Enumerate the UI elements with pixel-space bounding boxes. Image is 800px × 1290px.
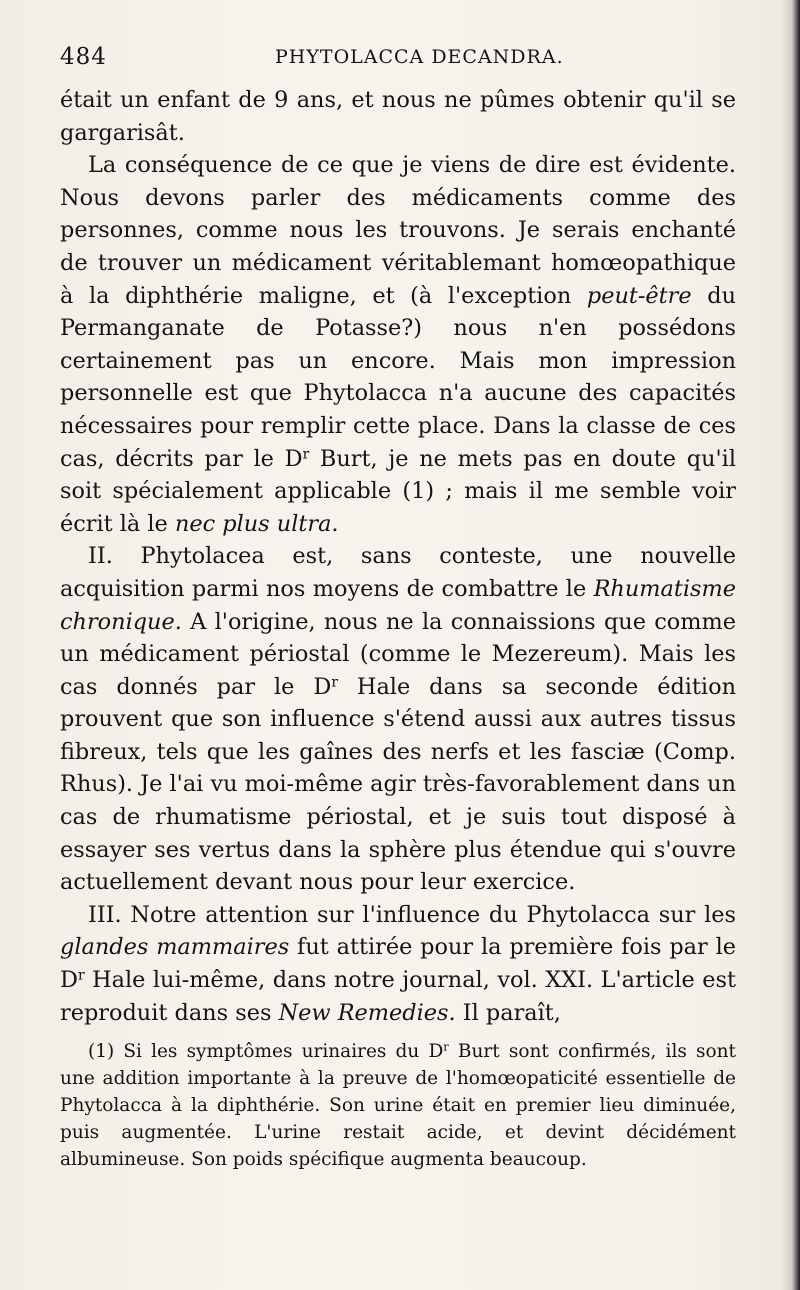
paragraph-text: Hale lui-même, dans notre journal, vol. XXI. L'article est reproduit dans ses [60,967,736,1026]
italic-text: New Remedies. [278,999,456,1026]
paragraph-section-3 [60,899,736,1029]
paragraph-text: fut attirée pour la première fois par le D [60,934,736,994]
page-number: 484 [60,44,107,70]
page-edge-shadow [782,0,800,1290]
paragraph-text: Il paraît, [455,999,561,1026]
paragraph-text: II. Phytolacea est, sans conteste, une nouvelle acquisition parmi nos moyens de combattre le [60,543,736,602]
superscript: r [331,674,338,691]
paragraph-text: était un enfant de 9 ans, et nous ne pûmes obtenir qu'il se gargarisât. [60,87,736,146]
paragraph-text: Hale dans sa seconde édition prouvent que son influence s'étend aussi aux autres tissus fibreux, tels que les gaînes des nerfs et les fasciæ (Comp. Rhus). Je l'ai vu moi-même agir très-favorablement dans un cas de rhumatisme périostal, et je suis tout disposé à essayer ses vertus dans la sphère plus étendue qui s'ouvre actuellement devant nous pour leur exercice. [60,673,736,896]
paragraph-text: A l'origine, nous ne la connaissions que comme un médicament périostal (comme le Mezereum). Mais les cas donnés par le D [60,608,736,700]
paragraph-text: Burt, je ne mets pas en doute qu'il soit spécialement applicable (1) ; mais il me semble voir écrit là le [60,445,736,537]
paragraph-text: La conséquence de ce que je viens de dire est évidente. Nous devons parler des médicaments comme des personnes, comme nous les trouvons. Je serais enchanté de trouver un médicament véritablemant homœopathique à la diphthérie maligne, et (à l'exception [60,152,736,309]
superscript: r [302,445,310,462]
footnote-block [60,1038,736,1173]
main-text [60,84,736,1029]
superscript: r [443,1039,449,1054]
italic-text: glandes mammaires [60,934,290,961]
paragraph-section-2 [60,540,736,899]
running-head [60,44,736,76]
italic-text: peut-être [586,282,692,309]
paragraph-text: du Permanganate de Potasse?) nous n'en possédons certainement pas un encore. Mais mon impression personnelle est que Phytolacca n'a aucune des capacités nécessaires pour remplir cette place. Dans la classe de ces cas, décrits par le D [60,282,736,472]
paragraph-continuation [60,84,736,149]
italic-text: Rhumatisme chronique. [60,575,736,635]
superscript: r [77,967,85,984]
footnote-text: (1) Si les symptômes urinaires du D [88,1041,444,1062]
running-title: PHYTOLACCA DECANDRA. [275,46,564,68]
footnote [60,1038,736,1173]
footnote-text: Burt sont confirmés, ils sont une addition importante à la preuve de l'homœopaticité essentielle de Phytolacca à la diphthérie. Son urine était en premier lieu diminuée, puis augmentée. L'urine restait acide, et devint décidément albumineuse. Son poids spécifique augmenta beaucoup. [60,1041,736,1170]
paragraph-consequence [60,149,736,540]
paragraph-text: III. Notre attention sur l'influence du Phytolacca sur les [88,901,736,928]
italic-text: nec plus ultra. [174,510,339,537]
